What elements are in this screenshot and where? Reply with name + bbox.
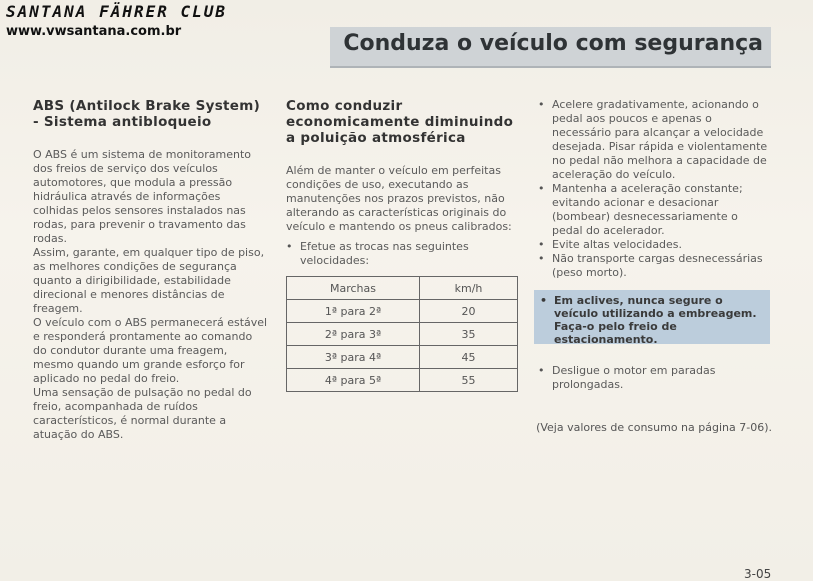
speed-cell: 20 — [420, 300, 518, 323]
gear-cell: 4ª para 5ª — [287, 369, 420, 392]
speed-cell: 45 — [420, 346, 518, 369]
list-item: • Efetue as trocas nas seguintes velocidades: — [286, 240, 519, 268]
section-banner — [330, 27, 771, 68]
speed-cell: 55 — [420, 369, 518, 392]
consumption-note: (Veja valores de consumo na página 7-06). — [536, 421, 772, 434]
club-logo-text: SANTANA FÄHRER CLUB — [6, 2, 228, 21]
engine-off-tip — [538, 364, 770, 392]
gear-cell: 1ª para 2ª — [287, 300, 420, 323]
abs-paragraph: O veículo com o ABS permanecerá estável e responderá prontamente ao comando do condutor durante uma freagem, mesmo quando um grande esforço for aplicado no pedal do freio. — [33, 316, 268, 385]
table-row — [287, 369, 518, 392]
list-item: • Acelere gradativamente, acionando o pedal aos poucos e apenas o necessário para alcançar a velocidade desejada. Pisar rápida e violentamente no pedal não melhora a capacidade de aceleração do veículo. — [538, 98, 770, 182]
gear-shift-table — [286, 276, 518, 392]
gear-cell: 2ª para 3ª — [287, 323, 420, 346]
column-header-marchas: Marchas — [287, 277, 420, 300]
speed-cell: 35 — [420, 323, 518, 346]
economy-column — [286, 98, 519, 268]
table-header-row — [287, 277, 518, 300]
list-item: • Não transporte cargas desnecessárias (peso morto). — [538, 252, 770, 280]
gear-cell: 3ª para 4ª — [287, 346, 420, 369]
economy-intro: Além de manter o veículo em perfeitas condições de uso, executando as manutenções nos prazos previstos, não alterando as características originais do veículo e mantendo os pneus calibrados: — [286, 164, 512, 233]
economy-heading: Como conduzir economicamente diminuindo a poluição atmosférica — [286, 98, 514, 146]
list-item: • Mantenha a aceleração constante; evitando acionar e desacionar (bombear) desnecessariamente o pedal do acelerador. — [538, 182, 770, 238]
section-title: Conduza o veículo com segurança — [343, 31, 763, 56]
table-row — [287, 300, 518, 323]
abs-paragraph: O ABS é um sistema de monitoramento dos freios de serviço dos veículos automotores, que modula a pressão hidráulica através de informações colhidas pelos sensores instalados nas rodas, para prevenir o travamento das rodas. — [33, 148, 252, 245]
page-number: 3-05 — [744, 567, 772, 581]
list-item: • Evite altas velocidades. — [538, 238, 770, 252]
table-row — [287, 346, 518, 369]
abs-heading: ABS (Antilock Brake System) - Sistema antibloqueio — [33, 98, 261, 130]
abs-paragraph: Assim, garante, em qualquer tipo de piso, as melhores condições de segurança quanto a dirigibilidade, estabilidade direcional e menores distâncias de freagem. — [33, 246, 265, 315]
column-header-kmh: km/h — [420, 277, 518, 300]
site-url[interactable]: www.vwsantana.com.br — [6, 24, 182, 39]
warning-box — [534, 290, 770, 344]
driving-tips-column — [538, 98, 770, 280]
warning-text: • Em aclives, nunca segure o veículo utilizando a embreagem. Faça-o pelo freio de estacionamento. — [540, 294, 764, 346]
abs-paragraph: Uma sensação de pulsação no pedal do freio, acompanhada de ruídos característicos, é normal durante a atuação do ABS. — [33, 386, 252, 441]
abs-column — [33, 98, 268, 442]
table-row — [287, 323, 518, 346]
list-item: • Desligue o motor em paradas prolongadas. — [538, 364, 770, 392]
